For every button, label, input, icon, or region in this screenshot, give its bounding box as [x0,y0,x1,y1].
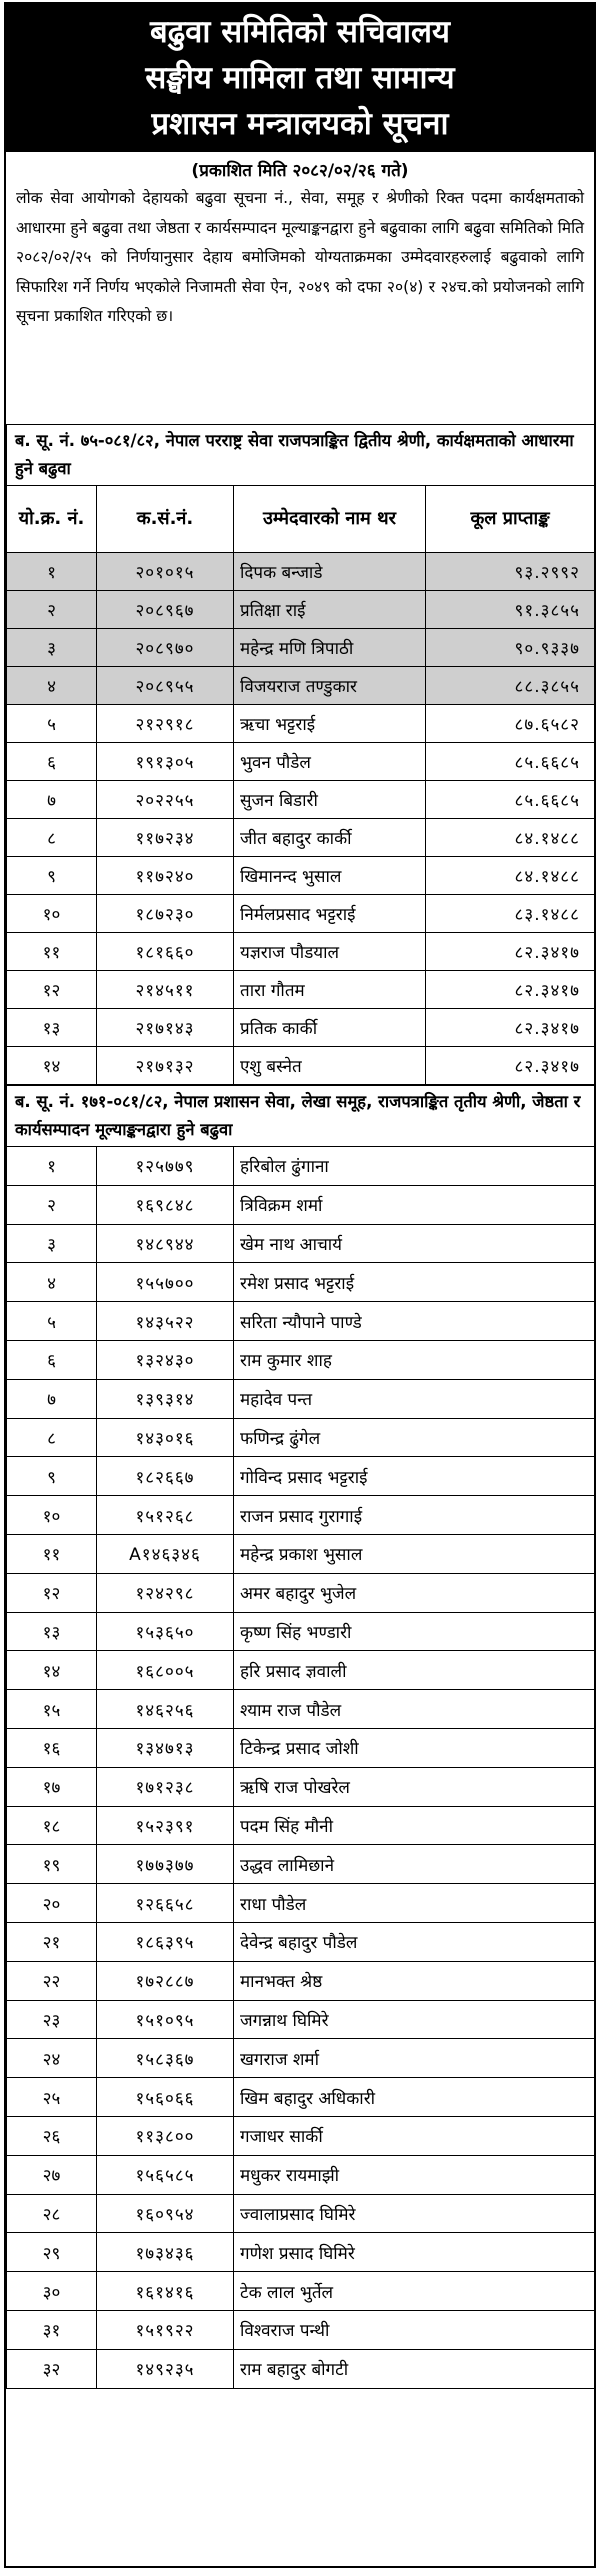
cell-name: रमेश प्रसाद भट्टराई [234,1263,595,1302]
cell-code: १४६२५६ [97,1690,234,1729]
cell-code: ११३८०० [97,2116,234,2155]
cell-serial: ९ [7,857,97,895]
cell-serial: ६ [7,743,97,781]
cell-code: १५२३९१ [97,1806,234,1845]
cell-name: राधा पौडेल [234,1884,595,1923]
cell-serial: १२ [7,971,97,1009]
cell-name: फणिन्द्र ढुंगेल [234,1418,595,1457]
cell-code: १४३०१६ [97,1418,234,1457]
cell-serial: २४ [7,2039,97,2078]
cell-serial: ३२ [7,2349,97,2388]
cell-code: १६९८४८ [97,1185,234,1224]
cell-score: ८४.१४८८ [426,857,595,895]
cell-serial: २३ [7,2000,97,2039]
table-row [7,2000,595,2039]
cell-name: हरि प्रसाद ज्ञवाली [234,1651,595,1690]
header-line-3: प्रशासन मन्त्रालयको सूचना [151,106,449,142]
cell-serial: ४ [7,667,97,705]
table-row [7,591,595,629]
cell-serial: ६ [7,1340,97,1379]
table-row [7,1457,595,1496]
cell-serial: २ [7,1185,97,1224]
cell-code: १८७२३० [97,895,234,933]
cell-serial: १ [7,553,97,591]
header-line-1: बढुवा समितिको सचिवालय [150,14,450,50]
cell-code: A१४६३४६ [97,1534,234,1573]
cell-name: राम बहादुर बोगटी [234,2349,595,2388]
cell-name: राम कुमार शाह [234,1340,595,1379]
table-row [7,1496,595,1535]
table-row [7,2078,595,2117]
cell-serial: ७ [7,781,97,819]
cell-code: १२५७७९ [97,1147,234,1186]
cell-name: निर्मलप्रसाद भट्टराई [234,895,426,933]
table-row [7,1147,595,1186]
cell-code: १४९२३५ [97,2349,234,2388]
table-row [7,1224,595,1263]
cell-code: २१२९१८ [97,705,234,743]
table-row [7,2116,595,2155]
cell-code: १७२८८७ [97,1961,234,2000]
cell-serial: ३ [7,1224,97,1263]
cell-code: १४३५२२ [97,1302,234,1341]
table-row [7,971,595,1009]
table-row [7,1047,595,1085]
cell-serial: २० [7,1884,97,1923]
cell-name: तारा गौतम [234,971,426,1009]
header-line-2: सङ्घीय मामिला तथा सामान्य [145,60,455,96]
cell-code: ११७२३४ [97,819,234,857]
cell-name: अमर बहादुर भुजेल [234,1573,595,1612]
cell-serial: २९ [7,2233,97,2272]
table-row [7,629,595,667]
cell-name: महेन्द्र प्रकाश भुसाल [234,1534,595,1573]
cell-code: १९१३०५ [97,743,234,781]
cell-serial: २८ [7,2194,97,2233]
cell-name: त्रिविक्रम शर्मा [234,1185,595,1224]
cell-serial: ३ [7,629,97,667]
cell-serial: १२ [7,1573,97,1612]
table-row [7,553,595,591]
cell-name: प्रतिक कार्की [234,1009,426,1047]
cell-code: २१७१४३ [97,1009,234,1047]
published-date: (प्रकाशित मिति २०८२/०२/२६ गते) [191,161,409,181]
table-row [7,2272,595,2311]
cell-code: १२४२९८ [97,1573,234,1612]
cell-serial: ५ [7,1302,97,1341]
cell-score: ८५.६६८५ [426,781,595,819]
table-row [7,2349,595,2388]
table-row [7,1009,595,1047]
cell-serial: १० [7,1496,97,1535]
cell-serial: १५ [7,1690,97,1729]
cell-serial: ८ [7,1418,97,1457]
table-row [7,2194,595,2233]
cell-code: १८६३९५ [97,1922,234,1961]
table-row [7,1573,595,1612]
cell-name: प्रतिक्षा राई [234,591,426,629]
cell-serial: ३१ [7,2310,97,2349]
table-row [7,1961,595,2000]
table-row [7,2155,595,2194]
table-row [7,2039,595,2078]
cell-serial: ४ [7,1263,97,1302]
table-row [7,2233,595,2272]
cell-serial: ३० [7,2272,97,2311]
cell-score: ८२.३४१७ [426,933,595,971]
cell-name: विजयराज तण्डुकार [234,667,426,705]
cell-name: टेक लाल भुर्तेल [234,2272,595,2311]
cell-score: ८२.३४१७ [426,1047,595,1085]
table-row [7,1340,595,1379]
cell-serial: ७ [7,1379,97,1418]
section1-table [6,424,595,1085]
cell-name: महादेव पन्त [234,1379,595,1418]
header-name: उम्मेदवारको नाम थर [234,486,426,553]
cell-code: १५१२६८ [97,1496,234,1535]
table-row [7,1379,595,1418]
cell-code: १५८३६७ [97,2039,234,2078]
cell-name: पदम सिंह मौनी [234,1806,595,1845]
section2-table [6,1085,595,2389]
cell-serial: २१ [7,1922,97,1961]
cell-serial: २२ [7,1961,97,2000]
table-row [7,1612,595,1651]
cell-name: मधुकर रायमाझी [234,2155,595,2194]
table-row [7,1690,595,1729]
cell-code: १५३६५० [97,1612,234,1651]
cell-name: हरिबोल ढुंगाना [234,1147,595,1186]
cell-code: १५६०६६ [97,2078,234,2117]
cell-name: सुजन बिडारी [234,781,426,819]
table-row [7,781,595,819]
table-row [7,1806,595,1845]
cell-name: मानभक्त श्रेष्ठ [234,1961,595,2000]
cell-serial: १ [7,1147,97,1186]
table-row [7,857,595,895]
cell-code: २०८९७० [97,629,234,667]
cell-name: खेम नाथ आचार्य [234,1224,595,1263]
table-row [7,2310,595,2349]
cell-name: गजाधर सार्की [234,2116,595,2155]
cell-code: १३२४३० [97,1340,234,1379]
table-row [7,1884,595,1923]
cell-name: देवेन्द्र बहादुर पौडेल [234,1922,595,1961]
cell-name: यज्ञराज पौडयाल [234,933,426,971]
table-row [7,1651,595,1690]
cell-score: ८८.३८५५ [426,667,595,705]
intro-paragraph: लोक सेवा आयोगको देहायको बढुवा सूचना नं., सेवा, समूह र श्रेणीको रिक्त पदमा कार्यक्षमताको आधारमा हुने बढुवा तथा जेष्ठता र कार्यसम्पादन मूल्याङ्कनद्वारा हुने बढुवाका लागि बढुवा समितिको मिति २०८२/०२/२५ को निर्णयानुसार देहाय बमोजिमको योग्यताक्रमका उम्मेदवारहरुलाई बढुवाको लागि सिफारिश गर्ने निर्णय भएकोले निजामती सेवा ऐन, २०४९ को दफा २०(४) र २४च.को प्रयोजनको लागि सूचना प्रकाशित गरिएको छ। [16,189,584,325]
cell-code: १५६५८५ [97,2155,234,2194]
cell-code: २१७१३२ [97,1047,234,1085]
cell-name: ज्वालाप्रसाद घिमिरे [234,2194,595,2233]
cell-serial: १० [7,895,97,933]
cell-code: ११७२४० [97,857,234,895]
table-row [7,1728,595,1767]
cell-code: २०१०१५ [97,553,234,591]
cell-name: खिमानन्द भुसाल [234,857,426,895]
cell-serial: १८ [7,1806,97,1845]
cell-score: ८७.६५८२ [426,705,595,743]
cell-name: भुवन पौडेल [234,743,426,781]
cell-serial: १९ [7,1845,97,1884]
cell-code: १४८९४४ [97,1224,234,1263]
header-code: क.सं.नं. [97,486,234,553]
cell-score: ८५.६६८५ [426,743,595,781]
table-row [7,743,595,781]
cell-serial: १४ [7,1651,97,1690]
cell-score: ८४.१४८८ [426,819,595,857]
cell-code: १६०९५४ [97,2194,234,2233]
cell-code: १२६६५८ [97,1884,234,1923]
table-row [7,1185,595,1224]
cell-name: टिकेन्द्र प्रसाद जोशी [234,1728,595,1767]
cell-code: १६८००५ [97,1651,234,1690]
cell-serial: २ [7,591,97,629]
table-row [7,705,595,743]
table-row [7,1263,595,1302]
table-row [7,895,595,933]
cell-code: १३४७१३ [97,1728,234,1767]
cell-name: राजन प्रसाद गुरागाई [234,1496,595,1535]
cell-score: ९१.३८५५ [426,591,595,629]
cell-score: ८२.३४१७ [426,971,595,1009]
cell-name: जगन्नाथ घिमिरे [234,2000,595,2039]
cell-serial: १६ [7,1728,97,1767]
cell-name: खिम बहादुर अधिकारी [234,2078,595,2117]
cell-serial: ९ [7,1457,97,1496]
cell-name: गणेश प्रसाद घिमिरे [234,2233,595,2272]
table-row [7,819,595,857]
table-row [7,1922,595,1961]
cell-code: १५१०९५ [97,2000,234,2039]
cell-name: सरिता न्यौपाने पाण्डे [234,1302,595,1341]
cell-code: २०८९६७ [97,591,234,629]
notice-header [6,4,594,152]
cell-code: १५५७०० [97,1263,234,1302]
cell-serial: २५ [7,2078,97,2117]
cell-code: २०८९५५ [97,667,234,705]
cell-score: ८३.१४८८ [426,895,595,933]
cell-serial: १३ [7,1612,97,1651]
cell-code: १५१९२२ [97,2310,234,2349]
section1-title: ब. सू. नं. ७५-०८१/८२, नेपाल परराष्ट्र सेवा राजपत्राङ्कित द्वितीय श्रेणी, कार्यक्षमताको आधारमा हुने बढुवा [7,425,595,486]
cell-code: २१४५११ [97,971,234,1009]
table-row [7,667,595,705]
cell-code: १८२६६७ [97,1457,234,1496]
cell-name: ऋचा भट्टराई [234,705,426,743]
table-row [7,1845,595,1884]
cell-name: खगराज शर्मा [234,2039,595,2078]
cell-code: १७१२३८ [97,1767,234,1806]
cell-score: ८२.३४१७ [426,1009,595,1047]
table-row [7,1534,595,1573]
cell-name: महेन्द्र मणि त्रिपाठी [234,629,426,667]
cell-name: कृष्ण सिंह भण्डारी [234,1612,595,1651]
cell-serial: २७ [7,2155,97,2194]
cell-name: एशु बस्नेत [234,1047,426,1085]
header-score: कूल प्राप्ताङ्क [426,486,595,553]
cell-serial: ५ [7,705,97,743]
cell-score: ९०.९३३७ [426,629,595,667]
cell-code: १३९३१४ [97,1379,234,1418]
cell-name: ऋषि राज पोखरेल [234,1767,595,1806]
cell-serial: १३ [7,1009,97,1047]
cell-code: १७७३७७ [97,1845,234,1884]
cell-serial: ८ [7,819,97,857]
notice-frame [4,2,596,2568]
cell-serial: १४ [7,1047,97,1085]
cell-serial: २६ [7,2116,97,2155]
table-row [7,933,595,971]
cell-code: २०२२५५ [97,781,234,819]
cell-code: १८१६६० [97,933,234,971]
cell-name: गोविन्द प्रसाद भट्टराई [234,1457,595,1496]
section2-title: ब. सू. नं. १७१-०८१/८२, नेपाल प्रशासन सेवा, लेखा समूह, राजपत्राङ्कित तृतीय श्रेणी, जेष्ठता र कार्यसम्पादन मूल्याङ्कनद्वारा हुने बढुवा [7,1086,595,1147]
cell-name: जीत बहादुर कार्की [234,819,426,857]
cell-code: १७३४३६ [97,2233,234,2272]
cell-score: ९३.२९९२ [426,553,595,591]
cell-name: दिपक बन्जाडे [234,553,426,591]
table-row [7,1302,595,1341]
cell-serial: ११ [7,1534,97,1573]
table-row [7,1767,595,1806]
cell-name: विश्वराज पन्थी [234,2310,595,2349]
header-serial: यो.क्र. नं. [7,486,97,553]
cell-code: १६१४१६ [97,2272,234,2311]
table-row [7,1418,595,1457]
cell-name: श्याम राज पौडेल [234,1690,595,1729]
cell-serial: १७ [7,1767,97,1806]
cell-serial: ११ [7,933,97,971]
cell-name: उद्धव लामिछाने [234,1845,595,1884]
